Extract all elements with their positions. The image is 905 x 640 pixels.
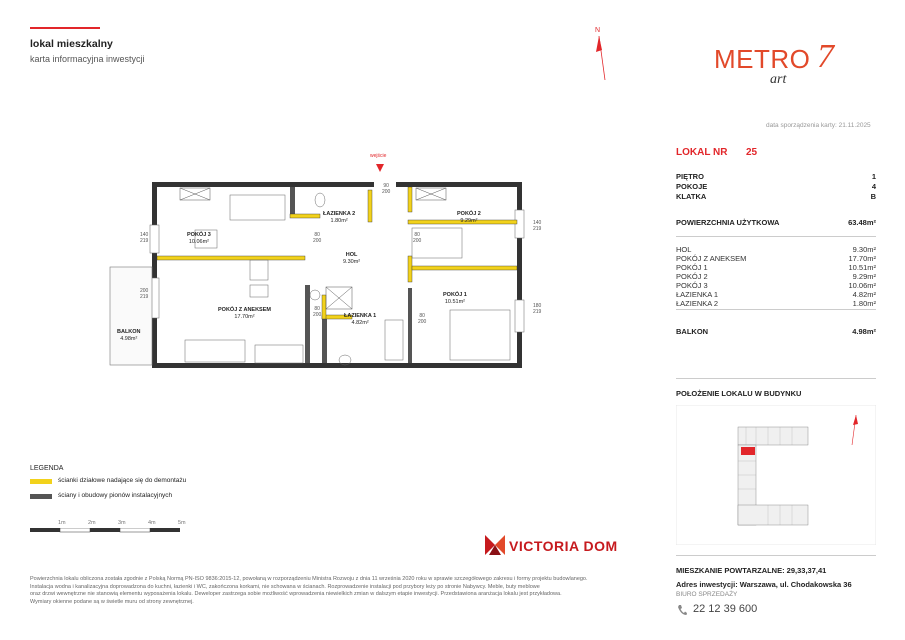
legend-item-1: ścianki działowe nadające się do demontażu	[58, 477, 187, 484]
room-row-hol: HOL 9.30m²	[676, 245, 876, 254]
separator	[676, 378, 876, 379]
info-row-klatka: KLATKA B	[676, 192, 876, 201]
room-row-lazienka2: ŁAZIENKA 2 1.80m²	[676, 299, 876, 308]
separator	[676, 236, 876, 237]
door-dim-2: 80 200	[313, 306, 322, 318]
apartment-highlight	[741, 447, 755, 455]
area-row: POWIERZCHNIA UŻYTKOWA 63.48m²	[676, 218, 876, 227]
legend-title: LEGENDA	[30, 465, 64, 472]
lokal-label: LOKAL NR	[676, 147, 728, 158]
scale-label: 5m	[178, 520, 186, 526]
scale-label: 1m	[58, 520, 66, 526]
room-row-lazienka1: ŁAZIENKA 1 4.82m²	[676, 290, 876, 299]
room-label-lazienka1: ŁAZIENKA 1 4.82m²	[344, 313, 377, 326]
scale-label: 2m	[88, 520, 96, 526]
north-label: N	[595, 27, 601, 34]
brand-logo-art: art	[770, 72, 787, 87]
victoria-dom-logo-icon	[483, 533, 507, 557]
floor-plan	[100, 150, 560, 390]
building-location-map	[676, 405, 876, 545]
info-row-pietro: PIĘTRO 1	[676, 172, 876, 181]
brand-logo-metro: METRO	[714, 44, 811, 74]
room-label-hol: HOL 9.30m²	[343, 252, 361, 265]
room-label-aneks: POKÓJ Z ANEKSEM 17.70m²	[218, 307, 271, 320]
room-label-pokoj3: POKÓJ 3 10.06m²	[187, 232, 211, 245]
brand-logo-seven: 7	[817, 38, 834, 75]
window-dim-2: 200 219	[140, 288, 149, 300]
separator	[676, 309, 876, 310]
room-row-aneks: POKÓJ Z ANEKSEM 17.70m²	[676, 254, 876, 263]
window-dim-4: 180 219	[533, 303, 542, 315]
room-label-pokoj2: POKÓJ 2 9.29m²	[457, 211, 481, 224]
developer-name: VICTORIA DOM	[509, 538, 618, 554]
scale-bar	[30, 528, 190, 536]
phone-icon	[677, 604, 687, 616]
info-row-pokoje: POKOJE 4	[676, 182, 876, 191]
balkon-row: BALKON 4.98m²	[676, 327, 876, 336]
legend-item-2: ściany i obudowy pionów instalacyjnych	[58, 492, 173, 499]
repeat-units: MIESZKANIE POWTARZALNE: 29,33,37,41	[676, 566, 827, 575]
north-arrow-icon	[585, 22, 615, 82]
entrance-label: wejście	[370, 153, 387, 159]
door-dim-5: 90 200	[382, 183, 391, 195]
room-row-pokoj2: POKÓJ 2 9.29m²	[676, 272, 876, 281]
room-row-pokoj1: POKÓJ 1 10.51m²	[676, 263, 876, 272]
page-subtitle: karta informacyjna inwestycji	[30, 54, 145, 64]
scale-label: 4m	[148, 520, 156, 526]
window-dim-3: 140 219	[533, 220, 542, 232]
door-dim-3: 80 200	[418, 313, 427, 325]
page-title: lokal mieszkalny	[30, 38, 113, 50]
room-row-pokoj3: POKÓJ 3 10.06m²	[676, 281, 876, 290]
room-label-lazienka2: ŁAZIENKA 2 1.80m²	[323, 211, 356, 224]
legend-swatch-yellow	[30, 479, 52, 484]
lokal-number: 25	[746, 147, 758, 158]
phone-number[interactable]: 22 12 39 600	[693, 603, 758, 615]
legend-swatch-gray	[30, 494, 52, 499]
card-date: data sporządzenia karty: 21.11.2025	[766, 122, 871, 129]
disclaimer: Powierzchnia lokalu obliczona została zgodnie z Polską Normą PN-ISO 9836:2015-12, powołaną w rozporządzeniu Ministra Rozwoju z dnia 11 września 2020 roku w sprawie szczegółowego zakresu i formy projektu budowlanego. Instalacja wodna i kanalizacyjna doprowadzona do kuchni, łazienki i WC, zakończona korkami, nie schowana w ścianach. Rozprowadzenie instalacji pod przybory leży po stronie Nabywcy. Meble, buty meblowe oraz drzwi wewnętrzne nie stanowią elementu wyposażenia lokalu. Deweloper zastrzega sobie możliwość wprowadzenia niewielkich zmian w dalszym etapie inwestycji. Przedstawiona aranżacja lokalu jest przykładowa. Wymiary okienne podane są w świetle muru od strony zewnętrznej.	[30, 576, 588, 605]
scale-label: 3m	[118, 520, 126, 526]
building-position-title: POŁOŻENIE LOKALU W BUDYNKU	[676, 389, 802, 398]
room-label-pokoj1: POKÓJ 1 10.51m²	[443, 292, 467, 305]
door-dim-1: 80 200	[313, 232, 322, 244]
room-label-balkon: BALKON 4.98m²	[117, 329, 141, 342]
door-dim-4: 80 200	[413, 232, 422, 244]
separator	[676, 555, 876, 556]
window-dim-1: 140 219	[140, 232, 149, 244]
sales-office-label: BIURO SPRZEDAŻY	[676, 591, 738, 598]
header-accent-line	[30, 27, 100, 29]
investment-address: Adres inwestycji: Warszawa, ul. Chodakowska 36	[676, 580, 852, 589]
